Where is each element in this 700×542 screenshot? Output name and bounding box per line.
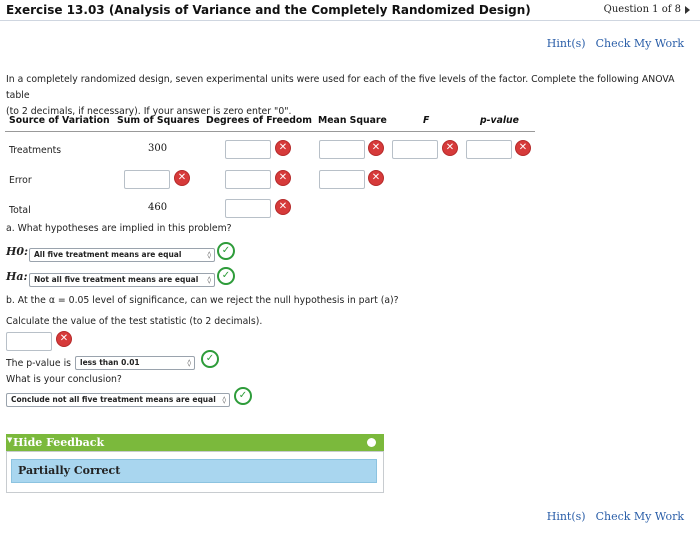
incorrect-icon: ✕ — [515, 140, 531, 156]
conclusion-select-value: Conclude not all five treatment means are equal — [11, 395, 216, 404]
hide-feedback-toggle[interactable] — [6, 434, 384, 451]
feedback-dot-icon — [367, 438, 376, 447]
col-header-ss: Sum of Squares — [117, 115, 200, 126]
part-b-question: b. At the α = 0.05 level of significance, can we reject the null hypothesis in part (a)? — [6, 295, 399, 306]
h0-label: H0: — [6, 245, 29, 258]
incorrect-icon: ✕ — [275, 140, 291, 156]
incorrect-icon: ✕ — [275, 170, 291, 186]
check-my-work-link[interactable]: Check My Work — [595, 510, 684, 523]
ha-select-value: Not all five treatment means are equal — [34, 275, 199, 284]
correct-check-icon: ✓ — [217, 267, 235, 285]
error-ss-input[interactable] — [124, 170, 170, 189]
chevron-updown-icon: ◊ — [207, 251, 211, 259]
h0-select-value: All five treatment means are equal — [34, 250, 182, 259]
correct-check-icon: ✓ — [217, 242, 235, 260]
col-header-df: Degrees of Freedom — [206, 115, 312, 126]
incorrect-icon: ✕ — [275, 199, 291, 215]
treatments-ms-input[interactable] — [319, 140, 365, 159]
ha-label: Ha: — [6, 270, 28, 283]
h0-select[interactable] — [29, 248, 215, 262]
chevron-updown-icon: ◊ — [207, 276, 211, 284]
hints-link[interactable]: Hint(s) — [546, 510, 586, 523]
check-my-work-link[interactable]: Check My Work — [595, 37, 684, 50]
part-a-question: a. What hypotheses are implied in this problem? — [6, 223, 232, 234]
pvalue-input[interactable] — [466, 140, 512, 159]
next-arrow-icon[interactable] — [685, 6, 690, 14]
ha-select[interactable] — [29, 273, 215, 287]
header-divider — [0, 20, 700, 21]
question-counter-label: Question 1 of 8 — [603, 4, 681, 15]
row-label-error: Error — [9, 175, 32, 186]
treatments-ss-value: 300 — [148, 143, 168, 154]
test-statistic-input[interactable] — [6, 332, 52, 351]
total-df-input[interactable] — [225, 199, 271, 218]
instructions-line-1: In a completely randomized design, seven experimental units were used for each of the five levels of the factor. Complete the following ANOVA table — [6, 74, 675, 101]
incorrect-icon: ✕ — [174, 170, 190, 186]
row-label-treatments: Treatments — [9, 145, 62, 156]
chevron-updown-icon: ◊ — [222, 396, 226, 404]
conclusion-prompt: What is your conclusion? — [6, 374, 122, 385]
incorrect-icon: ✕ — [368, 140, 384, 156]
pvalue-prefix: The p-value is — [6, 358, 72, 369]
conclusion-select[interactable] — [6, 393, 230, 407]
pvalue-select[interactable] — [75, 356, 195, 370]
incorrect-icon: ✕ — [442, 140, 458, 156]
instructions — [6, 72, 696, 120]
treatments-df-input[interactable] — [225, 140, 271, 159]
f-statistic-input[interactable] — [392, 140, 438, 159]
total-ss-value: 460 — [148, 202, 168, 213]
error-ms-input[interactable] — [319, 170, 365, 189]
col-header-f: F — [423, 115, 430, 126]
feedback-status-label: Partially Correct — [18, 464, 121, 477]
calc-prompt: Calculate the value of the test statistic (to 2 decimals). — [6, 316, 263, 327]
col-header-pvalue: p-value — [480, 115, 519, 126]
row-label-total: Total — [9, 205, 31, 216]
table-header-divider — [5, 131, 535, 132]
feedback-status — [11, 459, 377, 483]
error-df-input[interactable] — [225, 170, 271, 189]
bottom-links — [537, 510, 684, 523]
chevron-updown-icon: ◊ — [187, 359, 191, 367]
incorrect-icon: ✕ — [56, 331, 72, 347]
instructions-line-2: (to 2 decimals, if necessary). If your answer is zero enter "0". — [6, 106, 292, 117]
hints-link[interactable]: Hint(s) — [546, 37, 586, 50]
question-counter[interactable] — [604, 4, 690, 15]
incorrect-icon: ✕ — [368, 170, 384, 186]
col-header-source: Source of Variation — [9, 115, 110, 126]
hide-feedback-label: Hide Feedback — [13, 436, 105, 449]
pvalue-select-value: less than 0.01 — [80, 358, 140, 367]
col-header-ms: Mean Square — [318, 115, 387, 126]
correct-check-icon: ✓ — [234, 387, 252, 405]
top-links — [537, 37, 684, 50]
correct-check-icon: ✓ — [201, 350, 219, 368]
triangle-down-icon: ▼ — [7, 436, 13, 444]
page-title: Exercise 13.03 (Analysis of Variance and the Completely Randomized Design) — [6, 3, 531, 17]
